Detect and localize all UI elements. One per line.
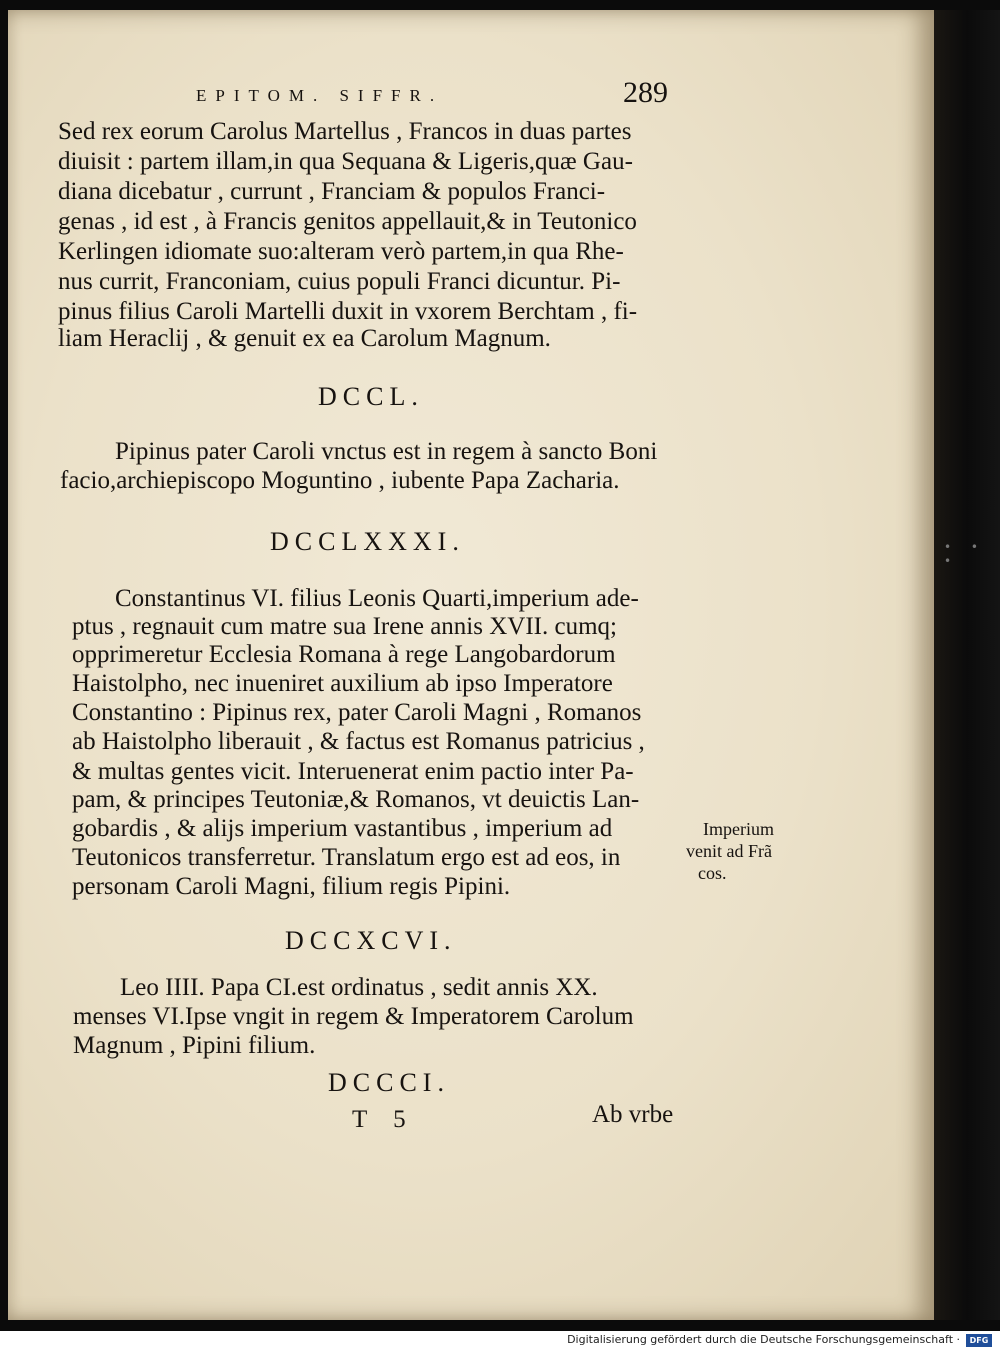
paragraph-3-line: personam Caroli Magni, filium regis Pipini. bbox=[72, 873, 511, 900]
paragraph-1-line: diuisit : partem illam,in qua Sequana & Ligeris,quæ Gau- bbox=[58, 148, 633, 175]
paragraph-1-line: Kerlingen idiomate suo:alteram verò partem,in qua Rhe- bbox=[58, 238, 624, 265]
paragraph-1-line: diana dicebatur , currunt , Franciam & populos Franci- bbox=[58, 178, 606, 205]
paragraph-4-line: Leo IIII. Papa CI.est ordinatus , sedit annis XX. bbox=[120, 974, 598, 1001]
spine-dots: • • • bbox=[944, 540, 986, 568]
catchword: Ab vrbe bbox=[592, 1101, 674, 1128]
paragraph-3-line: Constantinus VI. filius Leonis Quarti,imperium ade- bbox=[115, 585, 639, 612]
paragraph-3-line: Teutonicos transferretur. Translatum ergo est ad eos, in bbox=[72, 844, 621, 871]
footer-bar bbox=[0, 1331, 1000, 1351]
paragraph-1-line: nus currit, Franconiam, cuius populi Franci dicuntur. Pi- bbox=[58, 268, 621, 295]
paragraph-1-line: pinus filius Caroli Martelli duxit in vxorem Berchtam , fi- bbox=[58, 298, 638, 325]
dfg-logo: DFG bbox=[966, 1334, 992, 1347]
footer-credit: Digitalisierung gefördert durch die Deutsche Forschungsgemeinschaft · bbox=[567, 1333, 960, 1346]
paragraph-3-line: ab Haistolpho liberauit , & factus est Romanus patricius , bbox=[72, 728, 645, 755]
paragraph-3-line: & multas gentes vicit. Interuenerat enim pactio inter Pa- bbox=[72, 758, 634, 785]
paragraph-1-line: Sed rex eorum Carolus Martellus , Francos in duas partes bbox=[58, 118, 632, 145]
marginal-note-line: Imperium bbox=[703, 819, 774, 839]
paragraph-3-line: pam, & principes Teutoniæ,& Romanos, vt deuictis Lan- bbox=[72, 786, 640, 813]
paragraph-3-line: ptus , regnauit cum matre sua Irene annis XVII. cumq; bbox=[72, 613, 617, 640]
page-number: 289 bbox=[623, 76, 668, 109]
year-heading: DCCXCVI. bbox=[285, 926, 457, 955]
running-head: EPITOM. SIFFR. bbox=[196, 86, 444, 105]
paragraph-4-line: Magnum , Pipini filium. bbox=[73, 1032, 316, 1059]
paragraph-3-line: Constantino : Pipinus rex, pater Caroli Magni , Romanos bbox=[72, 699, 642, 726]
marginal-note-line: venit ad Frã bbox=[686, 841, 772, 861]
signature-mark: T 5 bbox=[352, 1106, 416, 1133]
paragraph-4-line: menses VI.Ipse vngit in regem & Imperatorem Carolum bbox=[73, 1003, 634, 1030]
paragraph-1-line: genas , id est , à Francis genitos appellauit,& in Teutonico bbox=[58, 208, 637, 235]
paragraph-3-line: Haistolpho, nec inueniret auxilium ab ipso Imperatore bbox=[72, 670, 613, 697]
year-heading: DCCLXXXI. bbox=[270, 527, 465, 556]
book-spine-edge bbox=[934, 10, 1000, 1320]
paragraph-3-line: gobardis , & alijs imperium vastantibus , imperium ad bbox=[72, 815, 613, 842]
year-heading: DCCCI. bbox=[328, 1068, 450, 1097]
paragraph-3-line: opprimeretur Ecclesia Romana à rege Langobardorum bbox=[72, 641, 616, 668]
paragraph-2-line: Pipinus pater Caroli vnctus est in regem à sancto Boni bbox=[115, 438, 658, 465]
marginal-note-line: cos. bbox=[698, 863, 727, 883]
paragraph-1-line: liam Heraclij , & genuit ex ea Carolum Magnum. bbox=[58, 325, 551, 352]
year-heading: DCCL. bbox=[318, 382, 424, 411]
paragraph-2-line: facio,archiepiscopo Moguntino , iubente Papa Zacharia. bbox=[60, 467, 620, 494]
